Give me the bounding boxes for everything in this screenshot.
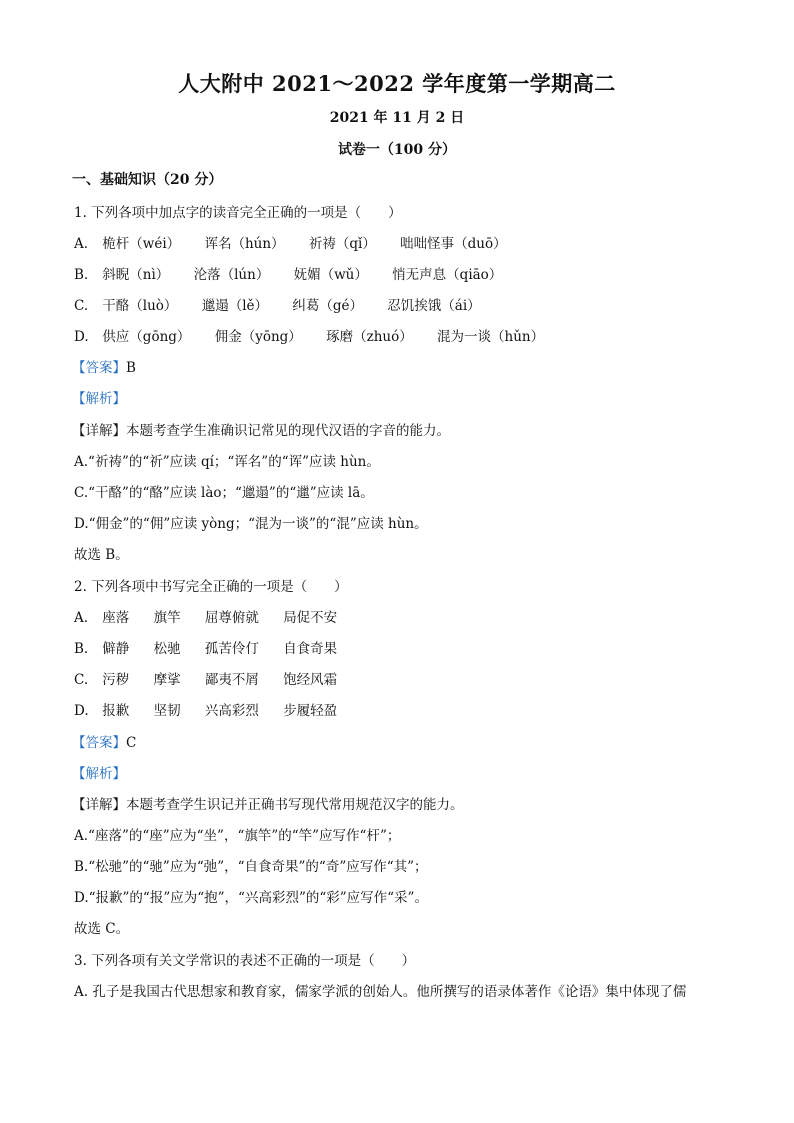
option-word: 悄无声息（qiāo） <box>392 267 503 283</box>
option-word: 自食奇果 <box>283 641 338 657</box>
option-word: 咄咄怪事（duō） <box>400 236 507 252</box>
q2-conclusion: 故选 C。 <box>74 921 130 937</box>
answer-value: C <box>126 735 137 751</box>
option-word: 步履轻盈 <box>283 703 338 719</box>
option-word: 兴高彩烈 <box>204 703 259 719</box>
option-word: 鄙夷不屑 <box>204 672 259 688</box>
q1-explanation-a: A.“祈祷”的“祈”应读 qí；“诨名”的“诨”应读 hùn。 <box>74 454 380 470</box>
section-heading: 一、基础知识（20 分） <box>72 172 223 188</box>
q2-detail <box>72 795 464 815</box>
q1-option-d <box>74 327 564 347</box>
option-word: 祈祷（qǐ） <box>308 236 376 252</box>
q2-option-c <box>74 670 357 690</box>
option-word: 僻静 <box>102 641 130 657</box>
option-word: 座落 <box>102 610 130 626</box>
q1-detail <box>72 421 450 441</box>
option-word: 忍饥挨饿（ái） <box>387 298 481 314</box>
option-word: 局促不安 <box>283 610 338 626</box>
q1-explanation-d: D.“佣金”的“佣”应读 yòng；“混为一谈”的“混”应读 hùn。 <box>74 516 428 532</box>
q1-option-a <box>74 234 527 254</box>
option-word: 诨名（hún） <box>204 236 285 252</box>
q2-explanation-a: A.“座落”的“座”应为“坐”，“旗竿”的“竿”应写作“杆”； <box>74 828 401 844</box>
q2-explanation-b: B.“松驰”的“驰”应为“弛”，“自食奇果”的“奇”应写作“其”； <box>74 859 428 875</box>
option-word: 旗竿 <box>153 610 181 626</box>
q2-option-a <box>74 608 357 628</box>
q1-answer <box>72 358 136 378</box>
option-word: 孤苦伶仃 <box>204 641 259 657</box>
option-word: 饱经风霜 <box>283 672 338 688</box>
detail-tag: 【详解】 <box>72 797 126 813</box>
q1-conclusion: 故选 B。 <box>74 547 129 563</box>
q1-option-b <box>74 265 522 285</box>
option-label: C. <box>74 672 89 688</box>
question-1-stem: 1. 下列各项中加点字的读音完全正确的一项是（ ） <box>74 205 402 221</box>
exam-date: 2021 年 11 月 2 日 <box>329 110 465 126</box>
option-word: 斜睨（nì） <box>102 267 170 283</box>
option-word: 干酪（luò） <box>102 298 178 314</box>
q2-option-b <box>74 639 357 659</box>
option-word: 纠葛（gé） <box>292 298 363 314</box>
answer-tag: 【答案】 <box>72 735 126 751</box>
question-3-stem: 3. 下列各项有关文学常识的表述不正确的一项是（ ） <box>74 953 416 969</box>
page-title: 人大附中 2021～2022 学年度第一学期高二 <box>178 71 616 96</box>
detail-tag: 【详解】 <box>72 423 126 439</box>
option-label: C. <box>74 298 89 314</box>
option-word: 琢磨（zhuó） <box>326 329 413 345</box>
option-word: 摩挲 <box>153 672 181 688</box>
answer-tag: 【答案】 <box>72 360 126 376</box>
q1-analysis-tag: 【解析】 <box>72 391 126 407</box>
option-label: B. <box>74 641 89 657</box>
option-word: 邋遢（lě） <box>201 298 269 314</box>
option-word: 报歉 <box>102 703 130 719</box>
option-word: 桅杆（wéi） <box>102 236 181 252</box>
option-word: 混为一谈（hǔn） <box>437 329 545 345</box>
detail-text: 本题考查学生准确识记常见的现代汉语的字音的能力。 <box>126 423 450 439</box>
option-word: 沦落（lún） <box>193 267 270 283</box>
option-word: 松驰 <box>153 641 181 657</box>
answer-value: B <box>126 360 136 376</box>
q2-answer <box>72 733 136 753</box>
option-word: 污秽 <box>102 672 130 688</box>
q1-option-c <box>74 296 501 316</box>
paper-label: 试卷一（100 分） <box>337 142 457 158</box>
q2-option-d <box>74 701 357 721</box>
option-label: B. <box>74 267 89 283</box>
option-word: 妩媚（wǔ） <box>293 267 368 283</box>
option-word: 佣金（yōng） <box>214 329 302 345</box>
q2-analysis-tag: 【解析】 <box>72 766 126 782</box>
option-word: 坚韧 <box>153 703 181 719</box>
option-label: D. <box>74 703 89 719</box>
option-label: D. <box>74 329 89 345</box>
option-word: 屈尊俯就 <box>204 610 259 626</box>
q1-explanation-c: C.“干酪”的“酪”应读 lào；“邋遢”的“邋”应读 lā。 <box>74 485 374 501</box>
question-2-stem: 2. 下列各项中书写完全正确的一项是（ ） <box>74 579 348 595</box>
option-word: 供应（gōng） <box>102 329 191 345</box>
q2-explanation-d: D.“报歉”的“报”应为“抱”，“兴高彩烈”的“彩”应写作“采”。 <box>74 890 428 906</box>
option-label: A. <box>74 610 89 626</box>
option-label: A. <box>74 236 89 252</box>
q3-option-a: A. 孔子是我国古代思想家和教育家，儒家学派的创始人。他所撰写的语录体著作《论语》集中体现了儒 <box>74 984 687 1000</box>
detail-text: 本题考查学生识记并正确书写现代常用规范汉字的能力。 <box>126 797 464 813</box>
